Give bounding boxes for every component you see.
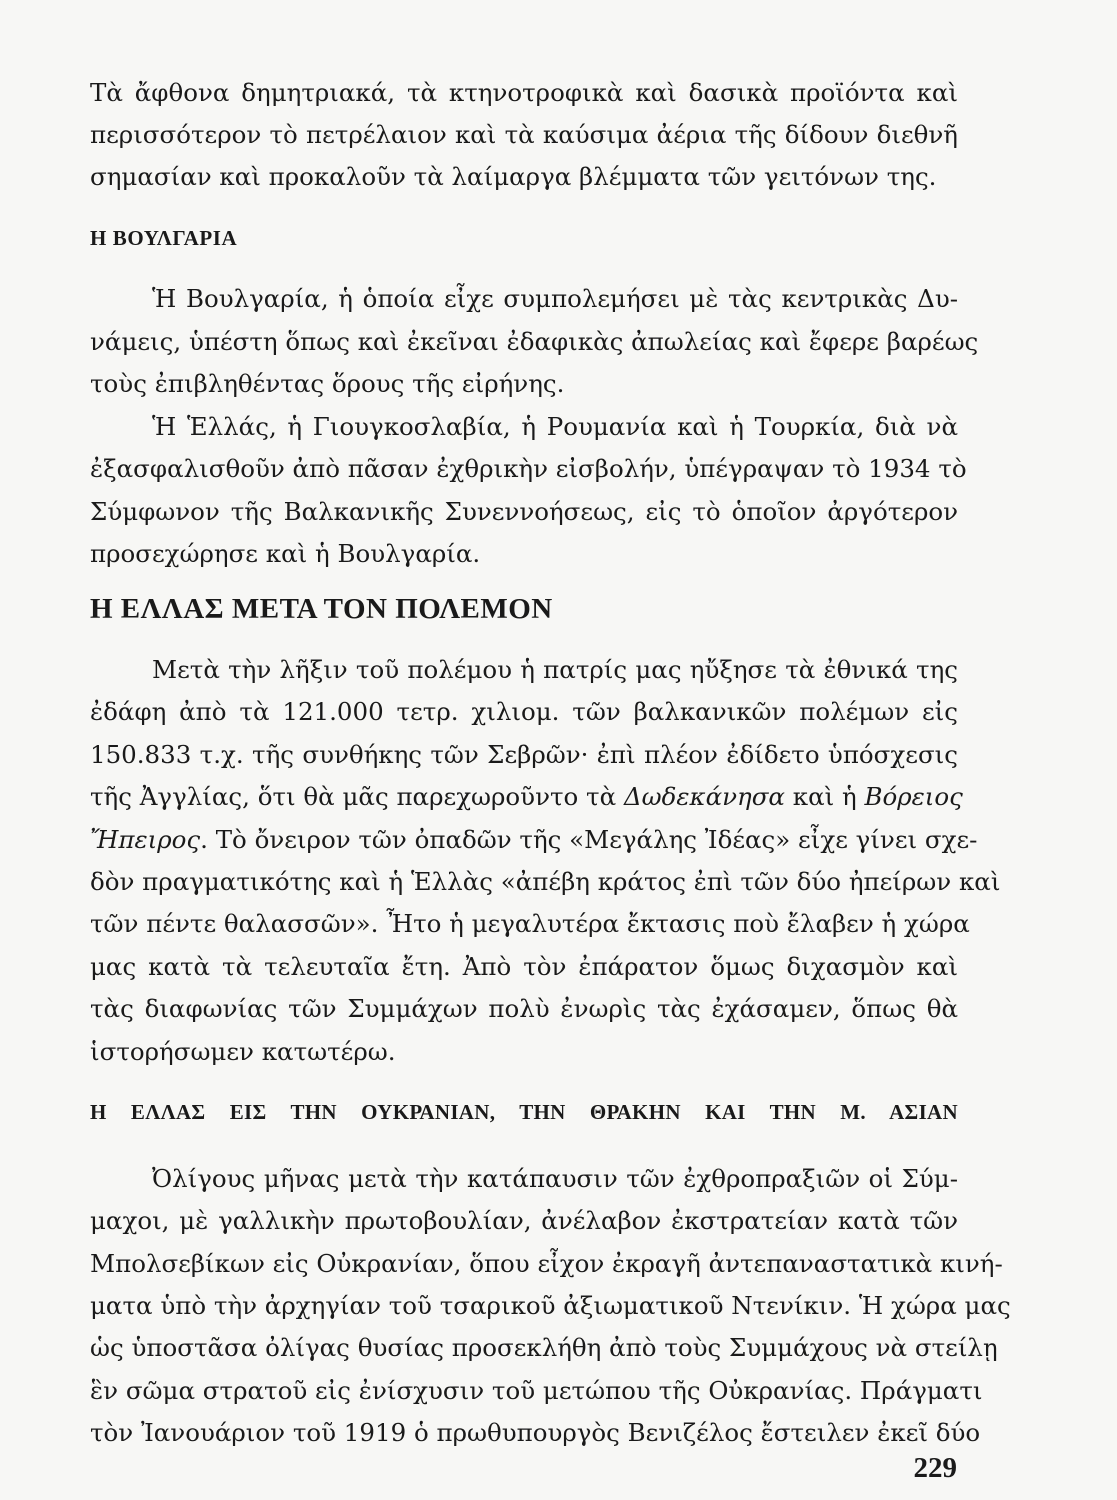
text-line: τῶν πέντε θαλασσῶν». Ἦτο ἡ μεγαλυτέρα ἔκτασις ποὺ ἔλαβεν ἡ χώρα [90, 909, 970, 938]
text-line: δὸν πραγματικότης καὶ ἡ Ἑλλὰς «ἀπέβη κράτος ἐπὶ τῶν δύο ἠπείρων καὶ [90, 867, 1001, 896]
text-run: καὶ ἡ [784, 782, 865, 811]
text-line: τὰς διαφωνίας τῶν Συμμάχων πολὺ ἐνωρὶς τὰς ἐχάσαμεν, ὅπως θὰ [90, 994, 958, 1023]
text-line: προσεχώρησε καὶ ἡ Βουλγαρία. [90, 539, 481, 568]
text-line: Τὰ ἄφθονα δημητριακά, τὰ κτηνοτροφικὰ καὶ δασικὰ προϊόντα καὶ [90, 78, 958, 107]
section-heading-ukraine: Η ΕΛΛΑΣ ΕΙΣ ΤΗΝ ΟΥΚΡΑΝΙΑΝ, ΤΗΝ ΘΡΑΚΗΝ ΚΑΙ ΤΗΝ Μ. ΑΣΙΑΝ [90, 1100, 958, 1124]
text-line: 150.833 τ.χ. τῆς συνθήκης τῶν Σεβρῶν· ἐπὶ πλέον ἐδίδετο ὑπόσχεσις [90, 740, 958, 769]
text-line: ἓν σῶμα στρατοῦ εἰς ἐνίσχυσιν τοῦ μετώπου τῆς Οὐκρανίας. Πράγματι [90, 1376, 983, 1405]
text-line: ματα ὑπὸ τὴν ἀρχηγίαν τοῦ τσαρικοῦ ἀξιωματικοῦ Ντενίκιν. Ἡ χώρα μας [90, 1291, 1011, 1320]
text-line: Ὀλίγους μῆνας μετὰ τὴν κατάπαυσιν τῶν ἐχθροπραξιῶν οἱ Σύμ- [152, 1164, 958, 1193]
italic-term-dodecanese: Δωδεκάνησα [623, 782, 785, 811]
text-line: Μετὰ τὴν λῆξιν τοῦ πολέμου ἡ πατρίς μας ηὔξησε τὰ ἐθνικά της [152, 655, 958, 684]
text-run: τῆς Ἀγγλίας, ὅτι θὰ μᾶς παρεχωροῦντο τὰ [90, 782, 624, 811]
text-line: ὡς ὑποστᾶσα ὀλίγας θυσίας προσεκλήθη ἀπὸ τοὺς Συμμάχους νὰ στείλῃ [90, 1333, 998, 1362]
text-line: τοὺς ἐπιβληθέντας ὅρους τῆς εἰρήνης. [90, 369, 565, 398]
italic-term-epirus: Ἤπειρος [90, 825, 201, 854]
italic-term-northern: Βόρειος [864, 782, 963, 811]
text-line: νάμεις, ὑπέστη ὅπως καὶ ἐκεῖναι ἐδαφικὰς ἀπωλείας καὶ ἔφερε βαρέως [90, 327, 979, 356]
section-heading-postwar: Η ΕΛΛΑΣ ΜΕΤΑ ΤΟΝ ΠΟΛΕΜΟΝ [90, 593, 553, 625]
text-line: Ἡ Ἑλλάς, ἡ Γιουγκοσλαβία, ἡ Ρουμανία καὶ ἡ Τουρκία, διὰ νὰ [152, 412, 958, 441]
text-line: Μπολσεβίκων εἰς Οὐκρανίαν, ὅπου εἶχον ἐκραγῆ ἀντεπαναστατικὰ κινή- [90, 1249, 1003, 1278]
text-line: ἐξασφαλισθοῦν ἀπὸ πᾶσαν ἐχθρικὴν εἰσβολήν, ὑπέγραψαν τὸ 1934 τὸ [90, 454, 967, 483]
text-line: τὸν Ἰανουάριον τοῦ 1919 ὁ πρωθυπουργὸς Βενιζέλος ἔστειλεν ἐκεῖ δύο [90, 1418, 981, 1447]
text-line: μας κατὰ τὰ τελευταῖα ἔτη. Ἀπὸ τὸν ἐπάρατον ὅμως διχασμὸν καὶ [90, 952, 958, 981]
section-heading-bulgaria: Η ΒΟΥΛΓΑΡΙΑ [90, 226, 238, 250]
text-line: περισσότερον τὸ πετρέλαιον καὶ τὰ καύσιμα ἀέρια τῆς δίδουν διεθνῆ [90, 120, 958, 149]
page-number: 229 [913, 1452, 957, 1484]
text-line: Σύμφωνον τῆς Βαλκανικῆς Συνεννοήσεως, εἰς τὸ ὁποῖον ἀργότερον [90, 497, 958, 526]
text-line: ἐδάφη ἀπὸ τὰ 121.000 τετρ. χιλιομ. τῶν βαλκανικῶν πολέμων εἰς [90, 697, 958, 726]
text-line: μαχοι, μὲ γαλλικὴν πρωτοβουλίαν, ἀνέλαβον ἐκστρατείαν κατὰ τῶν [90, 1206, 958, 1235]
text-run: . Τὸ ὄνειρον τῶν ὀπαδῶν τῆς «Μεγάλης Ἰδέας» εἶχε γίνει σχε- [200, 825, 978, 854]
text-line [90, 825, 978, 855]
text-line: Ἡ Βουλγαρία, ἡ ὁποία εἶχε συμπολεμήσει μὲ τὰς κεντρικὰς Δυ- [152, 284, 958, 313]
text-line [90, 782, 963, 812]
text-line: ἱστορήσωμεν κατωτέρω. [90, 1037, 396, 1066]
text-line: σημασίαν καὶ προκαλοῦν τὰ λαίμαργα βλέμματα τῶν γειτόνων της. [90, 162, 937, 191]
